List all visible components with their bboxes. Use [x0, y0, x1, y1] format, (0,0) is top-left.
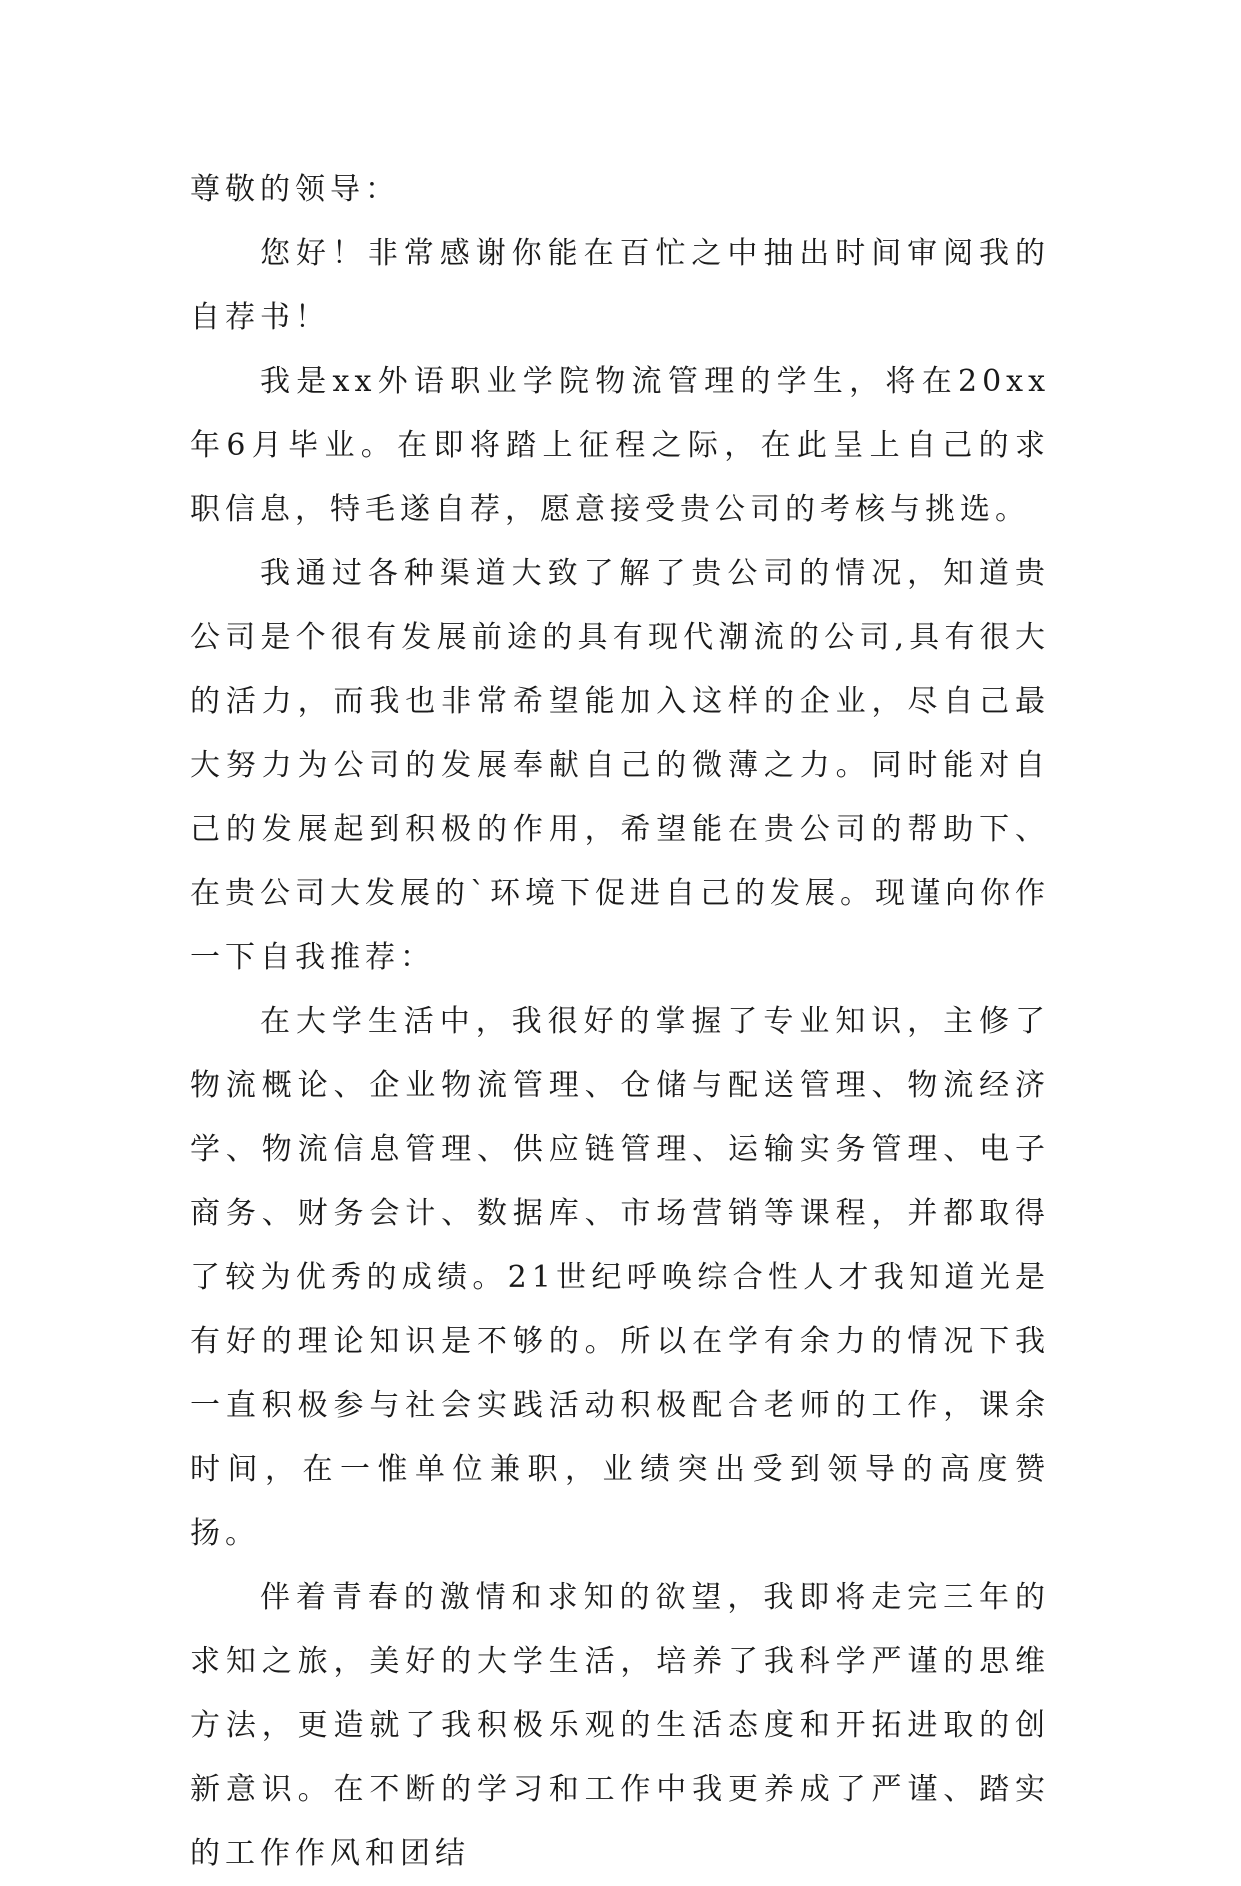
paragraph-personal-growth: 伴着青春的激情和求知的欲望，我即将走完三年的求知之旅，美好的大学生活，培养了我科学严谨的思维方法，更造就了我积极乐观的生活态度和开拓进取的创新意识。在不断的学习和工作中我更养成了严谨、踏实的工作作风和团结: [190, 1580, 1050, 1871]
paragraph-greeting: 您好！非常感谢你能在百忙之中抽出时间审阅我的自荐书！: [190, 236, 1050, 335]
paragraph-education: 在大学生活中，我很好的掌握了专业知识，主修了物流概论、企业物流管理、仓储与配送管理、物流经济学、物流信息管理、供应链管理、运输实务管理、电子商务、财务会计、数据库、市场营销等课程，并都取得了较为优秀的成绩。21世纪呼唤综合性人才我知道光是有好的理论知识是不够的。所以在学有余力的情况下我一直积极参与社会实践活动积极配合老师的工作，课余时间，在一惟单位兼职，业绩突出受到领导的高度赞扬。: [190, 1004, 1050, 1551]
paragraph-company-interest: 我通过各种渠道大致了解了贵公司的情况，知道贵公司是个很有发展前途的具有现代潮流的公司,具有很大的活力，而我也非常希望能加入这样的企业，尽自己最大努力为公司的发展奉献自己的微薄之力。同时能对自己的发展起到积极的作用，希望能在贵公司的帮助下、在贵公司大发展的`环境下促进自己的发展。现谨向你作一下自我推荐：: [190, 556, 1050, 975]
paragraph-introduction: 我是xx外语职业学院物流管理的学生，将在20xx年6月毕业。在即将踏上征程之际，在此呈上自己的求职信息，特毛遂自荐，愿意接受贵公司的考核与挑选。: [190, 364, 1050, 527]
letter-body: [190, 158, 1050, 1886]
salutation: 尊敬的领导：: [190, 172, 400, 207]
